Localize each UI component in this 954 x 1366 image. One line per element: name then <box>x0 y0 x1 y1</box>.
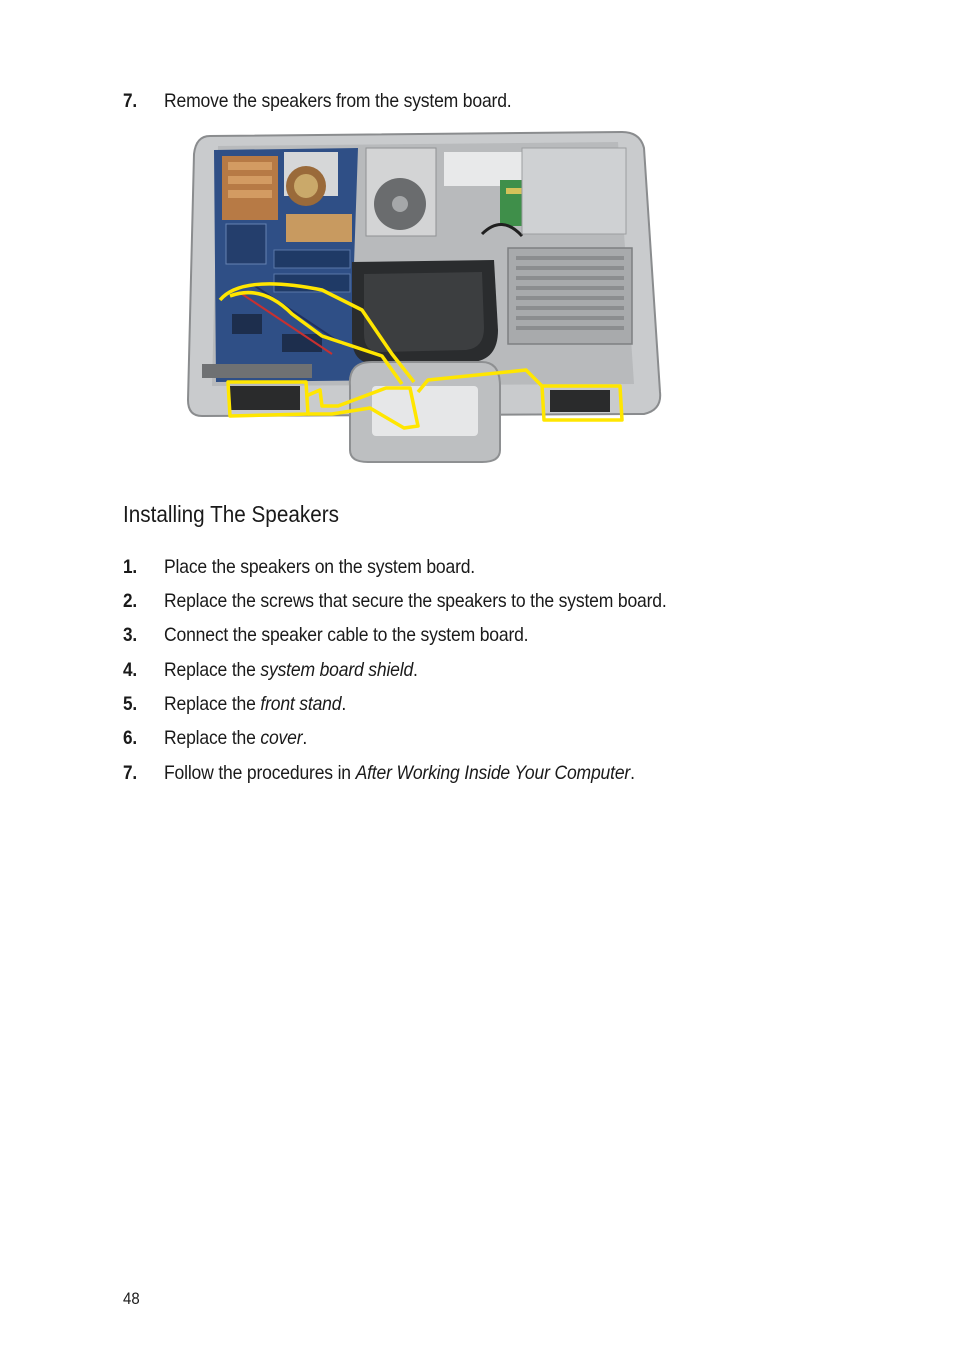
step-number: 6. <box>123 727 137 749</box>
step-number: 1. <box>123 556 137 578</box>
speakers-photo <box>182 124 666 464</box>
step-number: 7. <box>123 90 137 112</box>
install-step-2 <box>123 588 722 614</box>
step-number: 5. <box>123 693 137 715</box>
step-text: Replace the front stand. <box>164 693 347 715</box>
section-title: Installing The Speakers <box>123 501 339 527</box>
step-text: Follow the procedures in After Working Inside Your Computer. <box>164 762 635 784</box>
install-step-4 <box>123 657 446 683</box>
step-number: 2. <box>123 590 137 612</box>
system-board-shield-link[interactable]: system board shield <box>260 659 414 681</box>
step-text: Remove the speakers from the system board. <box>164 90 512 112</box>
step-number: 7. <box>123 762 137 784</box>
step-text: Replace the system board shield. <box>164 659 418 681</box>
step-text: Replace the cover. <box>164 727 308 749</box>
install-step-1 <box>123 554 510 580</box>
remove-step <box>123 88 550 114</box>
page-number: 48 <box>123 1289 140 1308</box>
install-step-6 <box>123 725 323 751</box>
step-number: 3. <box>123 624 137 646</box>
front-stand-link[interactable]: front stand <box>260 693 342 715</box>
install-step-7 <box>123 760 687 786</box>
cover-link[interactable]: cover <box>260 727 303 749</box>
step-number: 4. <box>123 659 137 681</box>
step-text: Replace the screws that secure the speakers to the system board. <box>164 590 667 612</box>
step-text: Place the speakers on the system board. <box>164 556 476 578</box>
after-working-inside-link[interactable]: After Working Inside Your Computer <box>355 762 631 784</box>
install-step-5 <box>123 691 366 717</box>
install-step-3 <box>123 622 569 648</box>
step-text: Connect the speaker cable to the system board. <box>164 624 529 646</box>
